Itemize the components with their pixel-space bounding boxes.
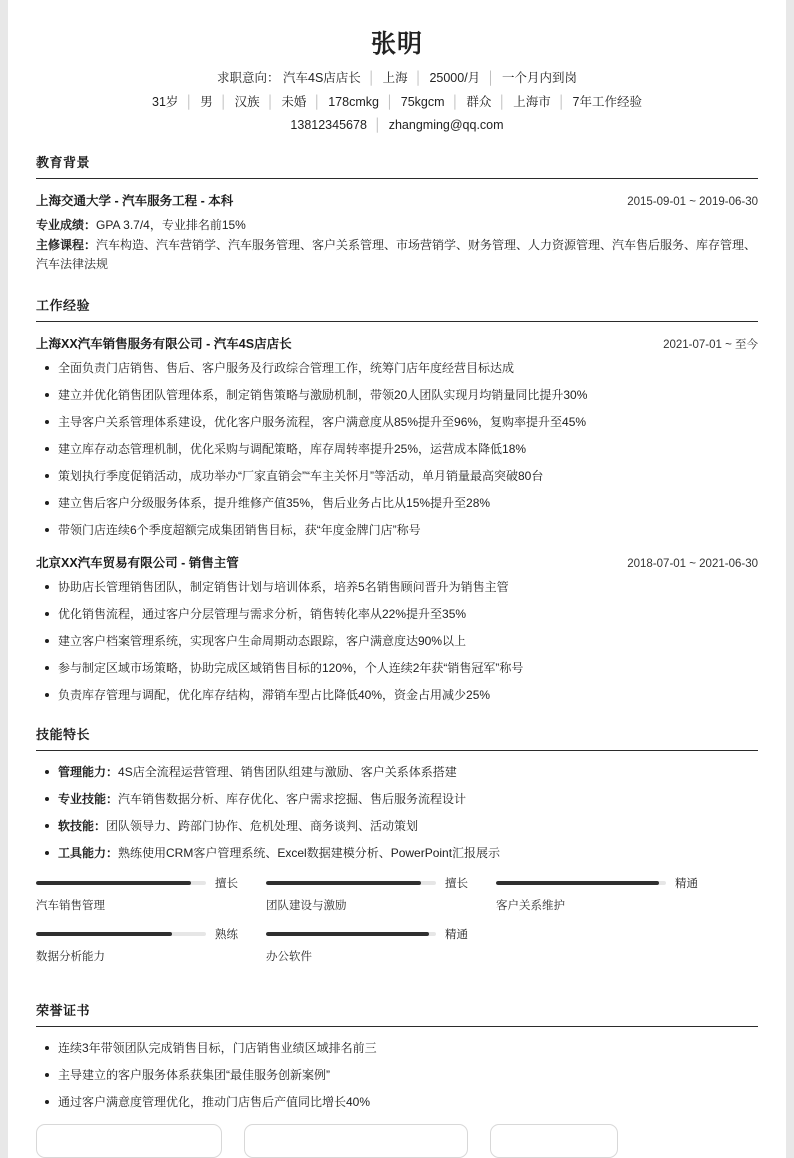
work-bullet-item: 参与制定区域市场策略，协助完成区域销售目标的120%，个人连续2年获“销售冠军”称号	[36, 659, 758, 677]
honor-bullet-item: 主导建立的客户服务体系获集团“最佳服务创新案例”	[36, 1066, 758, 1084]
skill-bar-label: 数据分析能力	[36, 950, 105, 963]
section-divider	[36, 1026, 758, 1027]
meta-separator: │	[313, 94, 322, 109]
skill-bar-row	[36, 929, 251, 939]
skill-bullet-label: 专业技能：	[58, 791, 119, 806]
contact-item-1: zhangming@qq.com	[388, 118, 504, 132]
skill-bar-label: 团队建设与激励	[266, 899, 347, 912]
section-divider	[36, 321, 758, 322]
skill-bar-row	[496, 878, 711, 888]
meta-separator: │	[487, 71, 495, 85]
work-bullet-item: 建立库存动态管理机制，优化采购与调配策略，库存周转率提升25%，运营成本降低18%	[36, 440, 758, 458]
skill-bullet-value: 4S店全流程运营管理、销售团队组建与激励、客户关系体系搭建	[118, 764, 457, 779]
work-entry	[36, 334, 758, 539]
work-bullet-item: 全面负责门店销售、售后、客户服务及行政综合管理工作，统筹门店年度经营目标达成	[36, 359, 758, 377]
meta-separator: │	[414, 71, 423, 85]
section-skills	[36, 724, 758, 980]
skill-bullet-item	[36, 844, 758, 862]
meta-separator: │	[266, 94, 275, 109]
basic-item-8: 7年工作经验	[572, 94, 642, 109]
skill-bullet-list	[36, 763, 758, 862]
basic-info-line	[36, 96, 758, 109]
skill-bar-item	[266, 878, 481, 913]
objective-label: 求职意向：	[217, 71, 280, 85]
work-bullet-list	[36, 578, 758, 704]
education-courses-label: 主修课程：	[36, 237, 97, 252]
work-entry-head	[36, 553, 758, 571]
skill-bullet-item	[36, 790, 758, 808]
skill-bar-fill	[36, 881, 191, 885]
honor-bullet-item: 通过客户满意度管理优化，推动门店售后产值同比增长40%	[36, 1093, 758, 1111]
skill-bar-track	[266, 881, 436, 885]
meta-separator: │	[385, 94, 394, 109]
work-entry	[36, 553, 758, 704]
work-bullet-item: 策划执行季度促销活动，成功举办“厂家直销会”“车主关怀月”等活动，单月销量最高突破80台	[36, 467, 758, 485]
section-title-honors: 荣誉证书	[36, 1002, 91, 1018]
skill-bar-label: 办公软件	[266, 950, 312, 963]
skill-bar-item	[36, 929, 251, 964]
objective-item-0: 汽车4S店店长	[283, 71, 361, 85]
skill-bar-group	[36, 878, 758, 980]
skill-bullet-label: 管理能力：	[58, 764, 119, 779]
section-divider	[36, 178, 758, 179]
education-courses-value: 汽车构造、汽车营销学、汽车服务管理、客户关系管理、市场营销学、财务管理、人力资源管理、汽车售后服务、库存管理、汽车法律法规	[36, 237, 757, 272]
work-bullet-item: 建立并优化销售团队管理体系，制定销售策略与激励机制，带领20人团队实现月均销量同比提升30%	[36, 386, 758, 404]
basic-item-3: 未婚	[281, 94, 307, 109]
skill-bullet-label: 软技能：	[58, 818, 107, 833]
skill-bar-track	[36, 881, 206, 885]
work-entry-head	[36, 334, 758, 352]
work-bullet-item: 建立售后客户分级服务体系，提升维修产值35%，售后业务占比从15%提升至28%	[36, 494, 758, 512]
skill-bar-level: 精通	[675, 877, 698, 890]
meta-separator: │	[498, 94, 507, 109]
skill-bullet-label: 工具能力：	[58, 845, 119, 860]
contact-line	[36, 119, 758, 132]
skill-bar-level: 精通	[445, 928, 468, 941]
resume-page	[8, 0, 786, 1158]
skill-bar-fill	[266, 932, 429, 936]
skill-bullet-value: 团队领导力、跨部门协作、危机处理、商务谈判、活动策划	[106, 818, 419, 833]
section-divider	[36, 750, 758, 751]
skill-bar-label: 汽车销售管理	[36, 899, 105, 912]
honor-tag[interactable]	[244, 1124, 468, 1158]
skill-bar-label: 客户关系维护	[496, 899, 565, 912]
section-honors	[36, 1000, 758, 1158]
skill-bullet-item	[36, 763, 758, 781]
work-entry-list	[36, 334, 758, 704]
skill-bar-level: 熟练	[215, 928, 238, 941]
skill-bar-row	[266, 878, 481, 888]
resume-header	[36, 24, 758, 132]
work-bullet-item: 负责库存管理与调配，优化库存结构，滞销车型占比降低40%，资金占用减少25%	[36, 686, 758, 704]
section-title-skills: 技能特长	[36, 726, 91, 742]
skill-bar-item	[266, 929, 481, 964]
work-bullet-item: 优化销售流程，通过客户分层管理与需求分析，销售转化率从22%提升至35%	[36, 605, 758, 623]
skill-bullet-value: 熟练使用CRM客户管理系统、Excel数据建模分析、PowerPoint汇报展示	[118, 845, 501, 860]
skill-bullet-value: 汽车销售数据分析、库存优化、客户需求挖掘、售后服务流程设计	[118, 791, 467, 806]
objective-line	[36, 72, 758, 85]
work-bullet-item: 协助店长管理销售团队，制定销售计划与培训体系，培养5名销售顾问晋升为销售主管	[36, 578, 758, 596]
section-title-education: 教育背景	[36, 154, 91, 170]
work-entry-date: 2018-07-01 ~ 2021-06-30	[627, 557, 758, 570]
skill-bar-level: 擅长	[215, 877, 238, 890]
honor-tag[interactable]	[490, 1124, 618, 1158]
honor-bullet-item: 连续3年带领团队完成销售目标，门店销售业绩区域排名前三	[36, 1039, 758, 1057]
basic-item-0: 31岁	[152, 94, 179, 109]
skill-bar-track	[36, 932, 206, 936]
education-date: 2015-09-01 ~ 2019-06-30	[627, 195, 758, 208]
work-entry-date: 2021-07-01 ~ 至今	[663, 338, 758, 351]
work-entry-title: 北京XX汽车贸易有限公司 - 销售主管	[36, 555, 239, 570]
candidate-name: 张明	[370, 30, 423, 58]
meta-separator: │	[367, 71, 376, 85]
education-gpa-value: GPA 3.7/4，专业排名前15%	[96, 217, 246, 232]
section-work-experience	[36, 295, 758, 704]
skill-bar-fill	[266, 881, 421, 885]
education-gpa-label: 专业成绩：	[36, 217, 97, 232]
education-courses-row	[36, 236, 758, 275]
meta-separator: │	[185, 94, 194, 109]
work-bullet-item: 主导客户关系管理体系建设，优化客户服务流程，客户满意度从85%提升至96%，复购率提升至45%	[36, 413, 758, 431]
basic-item-7: 上海市	[513, 94, 551, 109]
section-title-work: 工作经验	[36, 297, 91, 313]
skill-bar-fill	[36, 932, 172, 936]
skill-bar-item	[496, 878, 711, 913]
meta-separator: │	[451, 94, 460, 109]
section-education	[36, 152, 758, 275]
basic-item-2: 汉族	[234, 94, 260, 109]
education-gpa-row	[36, 216, 758, 235]
basic-item-1: 男	[200, 94, 213, 109]
work-bullet-list	[36, 359, 758, 539]
work-bullet-item: 建立客户档案管理系统，实现客户生命周期动态跟踪，客户满意度达90%以上	[36, 632, 758, 650]
skill-bar-track	[496, 881, 666, 885]
education-title: 上海交通大学 - 汽车服务工程 - 本科	[36, 193, 234, 208]
honor-tag[interactable]	[36, 1124, 222, 1158]
objective-item-1: 上海	[382, 71, 408, 85]
education-entry-head	[36, 191, 758, 209]
skill-bar-level: 擅长	[445, 877, 468, 890]
skill-bar-row	[266, 929, 481, 939]
basic-item-5: 75kgcm	[400, 94, 445, 109]
education-entry	[36, 191, 758, 275]
work-entry-title: 上海XX汽车销售服务有限公司 - 汽车4S店店长	[36, 336, 292, 351]
objective-item-2: 25000/月	[429, 71, 481, 85]
skill-bar-row	[36, 878, 251, 888]
honor-bullet-list	[36, 1039, 758, 1111]
contact-item-0: 13812345678	[290, 118, 367, 132]
meta-separator: │	[373, 118, 382, 132]
skill-bar-fill	[496, 881, 659, 885]
skill-bar-track	[266, 932, 436, 936]
honor-tag-group	[36, 1124, 758, 1158]
basic-item-4: 178cmkg	[328, 94, 379, 109]
basic-item-6: 群众	[466, 94, 492, 109]
meta-separator: │	[219, 94, 228, 109]
meta-separator: │	[557, 94, 566, 109]
objective-item-3: 一个月内到岗	[501, 71, 577, 85]
skill-bar-item	[36, 878, 251, 913]
skill-bullet-item	[36, 817, 758, 835]
work-bullet-item: 带领门店连续6个季度超额完成集团销售目标，获“年度金牌门店”称号	[36, 521, 758, 539]
